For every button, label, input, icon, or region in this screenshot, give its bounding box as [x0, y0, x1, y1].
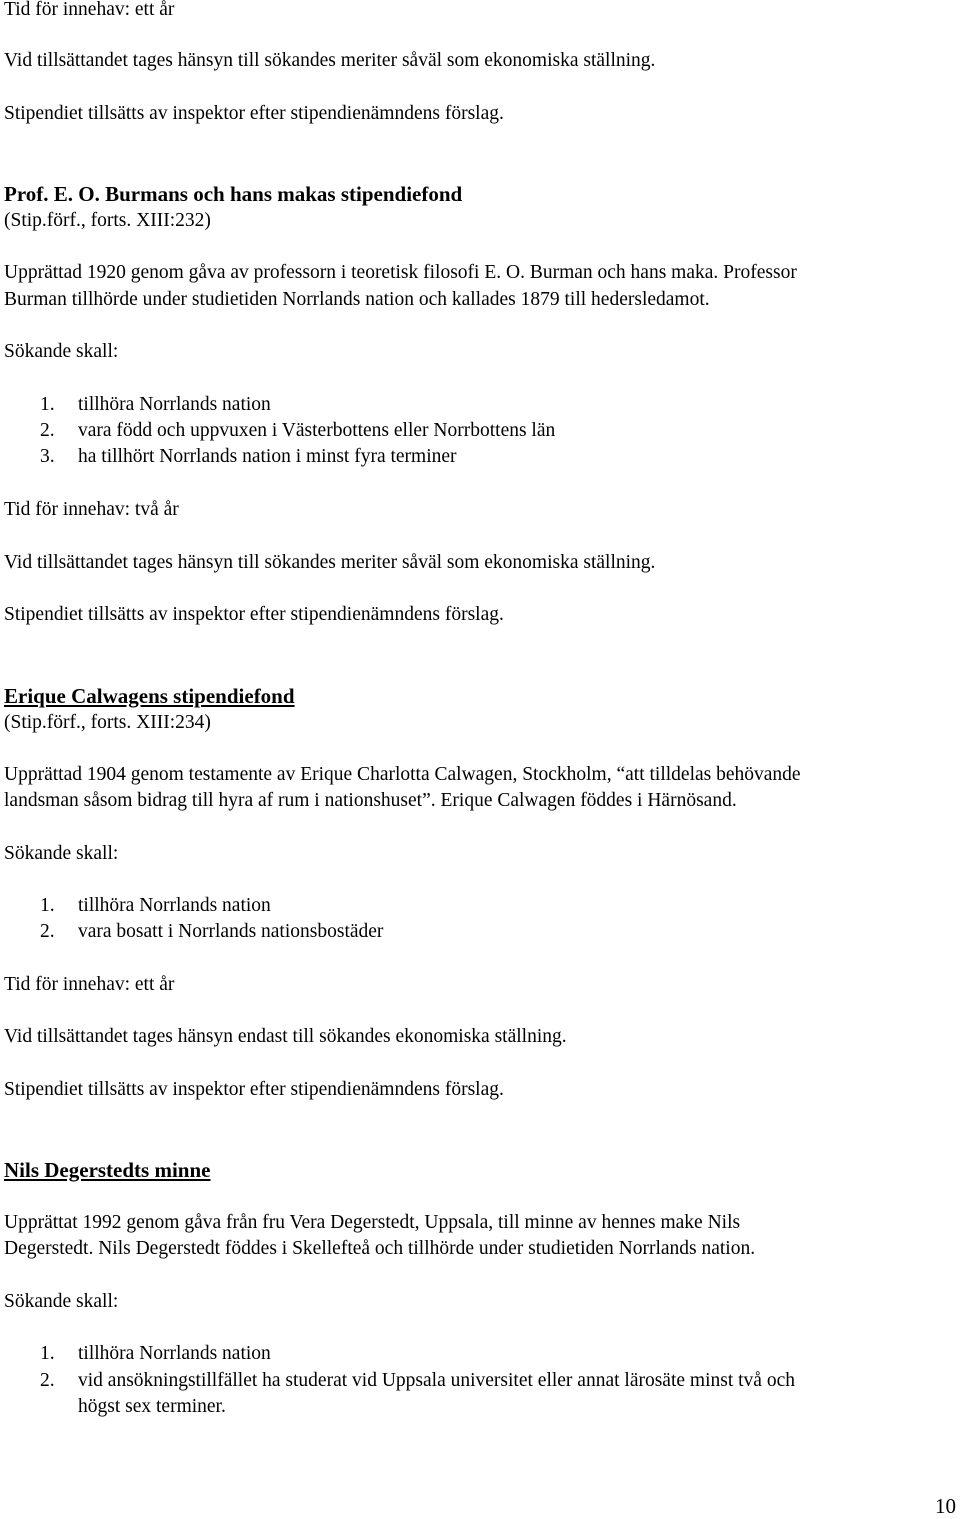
tenure-text: Tid för innehav: ett år	[4, 0, 175, 20]
requirements-label: Sökande skall:	[4, 341, 119, 362]
list-number: 2.	[40, 1370, 55, 1391]
description-line: Burman tillhörde under studietiden Norrlands nation och kallades 1879 till hedersledamot.	[4, 289, 710, 310]
appointment-text: Stipendiet tillsätts av inspektor efter stipendienämndens förslag.	[4, 103, 504, 124]
requirements-label: Sökande skall:	[4, 1291, 119, 1312]
description-line: Upprättad 1904 genom testamente av Erique Charlotta Calwagen, Stockholm, “att tilldelas behövande	[4, 764, 801, 785]
list-number: 1.	[40, 394, 55, 415]
section-title-calwagen: Erique Calwagens stipendiefond	[4, 684, 295, 708]
list-item: vara bosatt i Norrlands nationsbostäder	[78, 921, 384, 942]
requirements-label: Sökande skall:	[4, 843, 119, 864]
list-number: 2.	[40, 921, 55, 942]
description-line: Upprättat 1992 genom gåva från fru Vera Degerstedt, Uppsala, till minne av hennes make Nils	[4, 1212, 741, 1233]
tenure-text: Tid för innehav: ett år	[4, 974, 175, 995]
section-title-degerstedt: Nils Degerstedts minne	[4, 1158, 211, 1182]
description-line: Degerstedt. Nils Degerstedt föddes i Skellefteå och tillhörde under studietiden Norrlands nation.	[4, 1238, 756, 1259]
appointment-text: Stipendiet tillsätts av inspektor efter stipendienämndens förslag.	[4, 1079, 504, 1100]
list-number: 2.	[40, 420, 55, 441]
list-number: 3.	[40, 446, 55, 467]
list-number: 1.	[40, 1343, 55, 1364]
description-line: Upprättad 1920 genom gåva av professorn i teoretisk filosofi E. O. Burman och hans maka. Professor	[4, 262, 797, 283]
consideration-text: Vid tillsättandet tages hänsyn till sökandes meriter såväl som ekonomiska ställning.	[4, 50, 656, 71]
list-item: ha tillhört Norrlands nation i minst fyra terminer	[78, 446, 457, 467]
list-item: tillhöra Norrlands nation	[78, 895, 271, 916]
page-number: 10	[935, 1494, 956, 1518]
section-ref-calwagen: (Stip.förf., forts. XIII:234)	[4, 712, 211, 733]
consideration-text: Vid tillsättandet tages hänsyn endast till sökandes ekonomiska ställning.	[4, 1026, 567, 1047]
section-title-burman: Prof. E. O. Burmans och hans makas stipendiefond	[4, 182, 463, 206]
appointment-text: Stipendiet tillsätts av inspektor efter stipendienämndens förslag.	[4, 604, 504, 625]
list-item: tillhöra Norrlands nation	[78, 1343, 271, 1364]
list-item-continuation: högst sex terminer.	[78, 1396, 226, 1417]
section-ref-burman: (Stip.förf., forts. XIII:232)	[4, 210, 211, 231]
consideration-text: Vid tillsättandet tages hänsyn till sökandes meriter såväl som ekonomiska ställning.	[4, 552, 656, 573]
description-line: landsman såsom bidrag till hyra af rum i nationshuset”. Erique Calwagen föddes i Härnösand.	[4, 790, 737, 811]
list-item: tillhöra Norrlands nation	[78, 394, 271, 415]
list-item: vid ansökningstillfället ha studerat vid Uppsala universitet eller annat lärosäte minst två och	[78, 1370, 795, 1391]
tenure-text: Tid för innehav: två år	[4, 499, 179, 520]
list-item: vara född och uppvuxen i Västerbottens eller Norrbottens län	[78, 420, 556, 441]
list-number: 1.	[40, 895, 55, 916]
